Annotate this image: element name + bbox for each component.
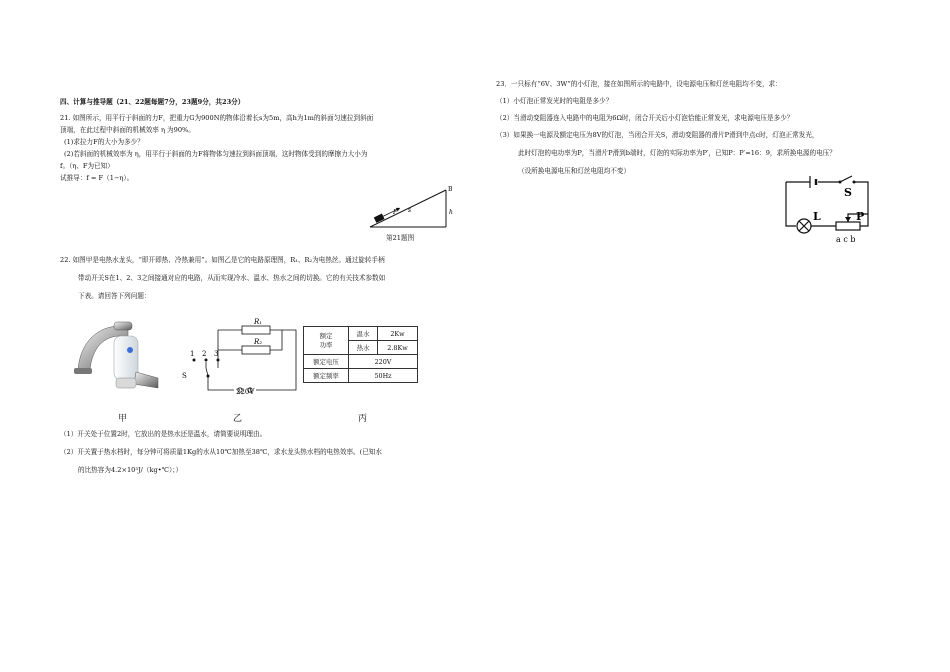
label-h: h [449, 209, 453, 216]
q22-sub2-line2: 的比热容为4.2×10³J/（kg•℃）；） [78, 466, 183, 474]
caption-jia: 甲 [118, 414, 128, 424]
label-r1: R₁ [254, 318, 263, 326]
label-B: B [448, 186, 453, 193]
q21-line4: (2)若斜面的机械效率为 η，用平行于斜面的力F将物体匀速拉到斜面顶端，这时物体受到的摩擦力大小为 [64, 150, 368, 158]
label-P: P [856, 210, 865, 223]
q22-line1: 22. 如图甲是电热水龙头，“即开即热、冷热兼用”。如图乙是它的电路原理图，R₁、R₂为电热丝。通过旋转手柄 [60, 256, 385, 264]
warm-value: 2Kw [378, 327, 418, 341]
q21-caption: 第21题图 [386, 234, 415, 242]
q21-line5: f。（η、F为已知） [60, 162, 114, 170]
hot-value: 2.8Kw [378, 341, 418, 355]
label-n1: 1 [190, 350, 195, 358]
section-title: 四、计算与推导题（21、22题每题7分，23题9分，共23分） [60, 98, 245, 106]
label-abc: a c b [836, 235, 856, 244]
q23-sub1: （1）小灯泡正常发光时的电阻是多少？ [496, 97, 613, 105]
q23-line1: 23．一只标有“6V、3W”的小灯泡，接在如图所示的电路中，设电源电压和灯丝电阻均不变，求： [496, 80, 782, 88]
voltage-label: 额定电压 [304, 355, 349, 369]
faucet-image [70, 312, 162, 398]
q22-sub1: （1）开关处于位置2时，它放出的是热水还是温水，请简要说明理由。 [60, 430, 267, 438]
lamp-circuit [778, 172, 874, 244]
q22-line2: 带动开关S在1、2、3之间接通对应的电路，从而实现冷水、温水、热水之间的切换。它的有关技术参数如 [78, 274, 386, 282]
spec-table [303, 326, 418, 383]
q22-sub2-line1: （2）开关置于热水档时，每分钟可将质量1Kg的水从10℃加热至38℃，求水龙头热水档的电热效率。(已知水 [60, 448, 382, 456]
label-n3: 3 [214, 350, 219, 358]
label-r2: R₂ [254, 338, 263, 346]
q23-sub2: （2）当滑动变阻器连入电路中的电阻为6Ω时，闭合开关后小灯泡恰能正常发光，求电源电压是多少？ [496, 114, 794, 122]
faucet-circuit [178, 316, 300, 400]
frequency-value: 50Hz [349, 369, 418, 383]
label-F: F [393, 209, 398, 216]
label-switch-s: S [182, 372, 187, 380]
q21-line3: (1)求拉力F的大小为多少？ [64, 138, 144, 146]
q22-line3: 下表。请回答下列问题： [78, 292, 151, 300]
label-n2: 2 [202, 350, 207, 358]
q21-line1: 21. 如图所示，用平行于斜面的力F，把重力G为900N的物体沿着长s为5m，高h为1m的斜面匀速拉到斜面 [60, 114, 374, 122]
warm-label: 温水 [349, 327, 378, 341]
q21-line2: 顶端，在此过程中斜面的机械效率 η 为90%。 [60, 126, 195, 134]
q21-line6: 试推导：f = F（1−η）。 [60, 174, 134, 182]
q23-sub3-line2: 此时灯泡的电功率为P，当滑片P滑到b端时，灯泡的实际功率为P′，已知P：P′=16：9，求所换电源的电压？ [518, 149, 836, 157]
q23-sub3-line3: （设所换电源电压和灯丝电阻均不变） [518, 167, 631, 175]
caption-bing: 丙 [358, 414, 368, 424]
label-L: L [813, 210, 821, 223]
rated-power-label: 额定 功率 [304, 327, 349, 355]
q23-sub3-line1: （3）如果换一电源及额定电压为8V的灯泡，当闭合开关S，滑动变阻器的滑片P滑到中点c时，灯泡正常发光， [496, 131, 819, 139]
caption-yi: 乙 [233, 414, 243, 424]
label-s: s [408, 207, 412, 214]
incline-figure [368, 182, 458, 232]
hot-label: 热水 [349, 341, 378, 355]
label-220v: 220V [236, 388, 255, 396]
label-S: S [844, 186, 852, 199]
voltage-value: 220V [349, 355, 418, 369]
frequency-label: 额定频率 [304, 369, 349, 383]
